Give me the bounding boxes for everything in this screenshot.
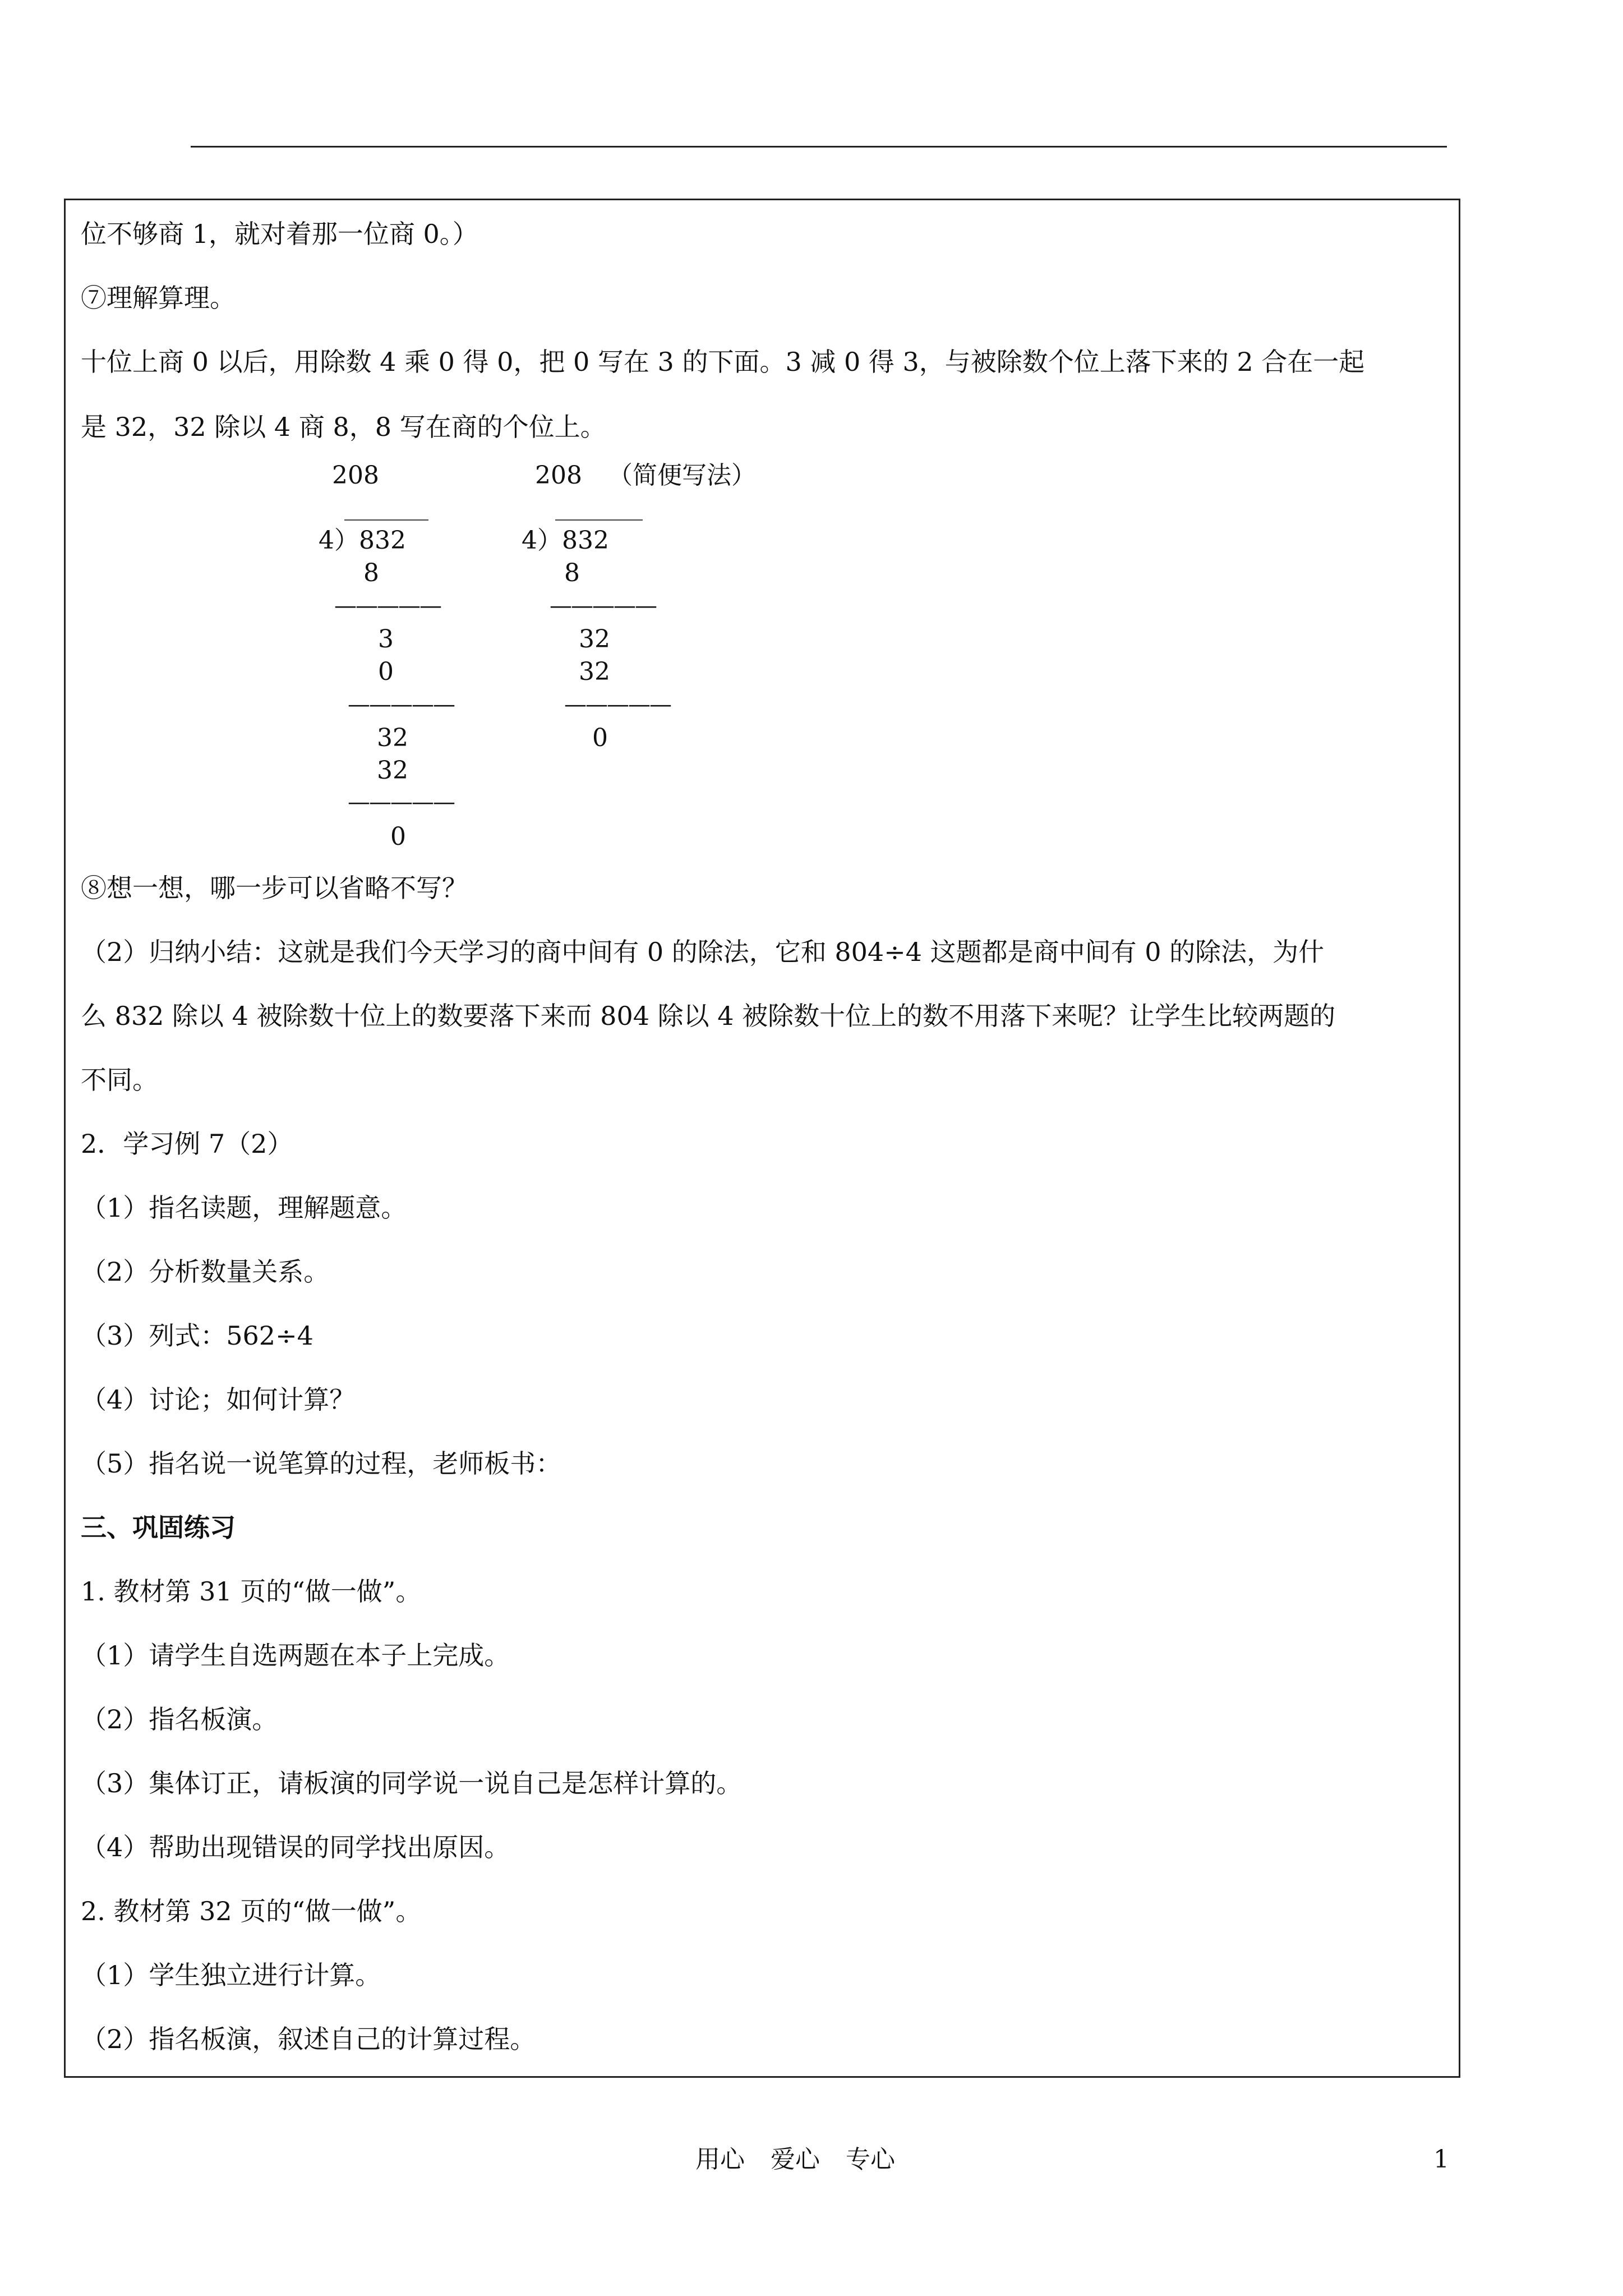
step-remainder: 0: [592, 724, 608, 752]
text-line: （4）帮助出现错误的同学找出原因。: [81, 1832, 510, 1862]
text-line: （2）指名板演，叙述自己的计算过程。: [81, 2024, 536, 2054]
text-line: （1）请学生自选两题在本子上完成。: [81, 1640, 510, 1671]
step-remainder: 3: [378, 625, 394, 654]
step-rule: —————: [348, 789, 454, 815]
step-product: 0: [378, 657, 394, 686]
footer-motto-3: 专心: [846, 2145, 895, 2174]
step-rule: —————: [348, 692, 454, 717]
text-line: （2）指名板演。: [81, 1704, 278, 1734]
step-product: 8: [564, 559, 580, 587]
step-rule: —————: [564, 692, 671, 717]
text-line: 不同。: [81, 1065, 158, 1095]
short-form-note: （简便写法）: [608, 461, 756, 490]
step-product: 8: [363, 559, 379, 587]
page-number: 1: [1433, 2145, 1449, 2174]
division-bar: [344, 519, 428, 521]
step-remainder: 32: [377, 724, 408, 752]
text-line: （2）分析数量关系。: [81, 1257, 330, 1287]
footer-motto-2: 爱心: [771, 2145, 820, 2174]
text-line: 2．学习例 7（2）: [81, 1129, 293, 1159]
quotient: 208: [332, 461, 379, 490]
text-line: （1）指名读题，理解题意。: [81, 1193, 407, 1223]
text-line: 十位上商 0 以后，用除数 4 乘 0 得 0，把 0 写在 3 的下面。3 减 0 得 3，与被除数个位上落下来的 2 合在一起: [81, 347, 1365, 377]
text-line: （3）集体订正，请板演的同学说一说自己是怎样计算的。: [81, 1768, 743, 1798]
text-line: （4）讨论；如何计算？: [81, 1384, 356, 1415]
step-rule: —————: [550, 593, 656, 619]
section-heading: 三、巩固练习: [81, 1512, 236, 1543]
footer-motto-1: 用心: [695, 2145, 745, 2174]
text-line: 位不够商 1，就对着那一位商 0。）: [81, 219, 478, 249]
text-line: （5）指名说一说笔算的过程，老师板书：: [81, 1448, 562, 1479]
text-line: （1）学生独立进行计算。: [81, 1960, 381, 1990]
text-line: 1. 教材第 31 页的“做一做”。: [81, 1576, 422, 1607]
text-line: （2）归纳小结：这就是我们今天学习的商中间有 0 的除法，它和 804÷4 这题都是商中间有 0 的除法，为什: [81, 937, 1325, 967]
step-rule: —————: [334, 593, 441, 619]
divisor-dividend: 4）832: [522, 526, 609, 555]
header-rule: [191, 146, 1447, 148]
divisor-dividend: 4）832: [319, 526, 406, 555]
division-bar: [555, 519, 643, 521]
text-line: 2. 教材第 32 页的“做一做”。: [81, 1896, 422, 1926]
text-line: 是 32，32 除以 4 商 8，8 写在商的个位上。: [81, 412, 606, 442]
step-product: 32: [377, 756, 408, 785]
step-remainder: 0: [390, 822, 406, 851]
quotient: 208: [535, 461, 582, 490]
text-line: （3）列式：562÷4: [81, 1320, 313, 1351]
text-line: ⑧想一想，哪一步可以省略不写？: [81, 873, 468, 903]
step-product: 32: [579, 657, 610, 686]
text-line: ⑦理解算理。: [81, 283, 236, 313]
text-line: 么 832 除以 4 被除数十位上的数要落下来而 804 除以 4 被除数十位上的数不用落下来呢？让学生比较两题的: [81, 1001, 1336, 1031]
step-remainder: 32: [579, 625, 610, 654]
